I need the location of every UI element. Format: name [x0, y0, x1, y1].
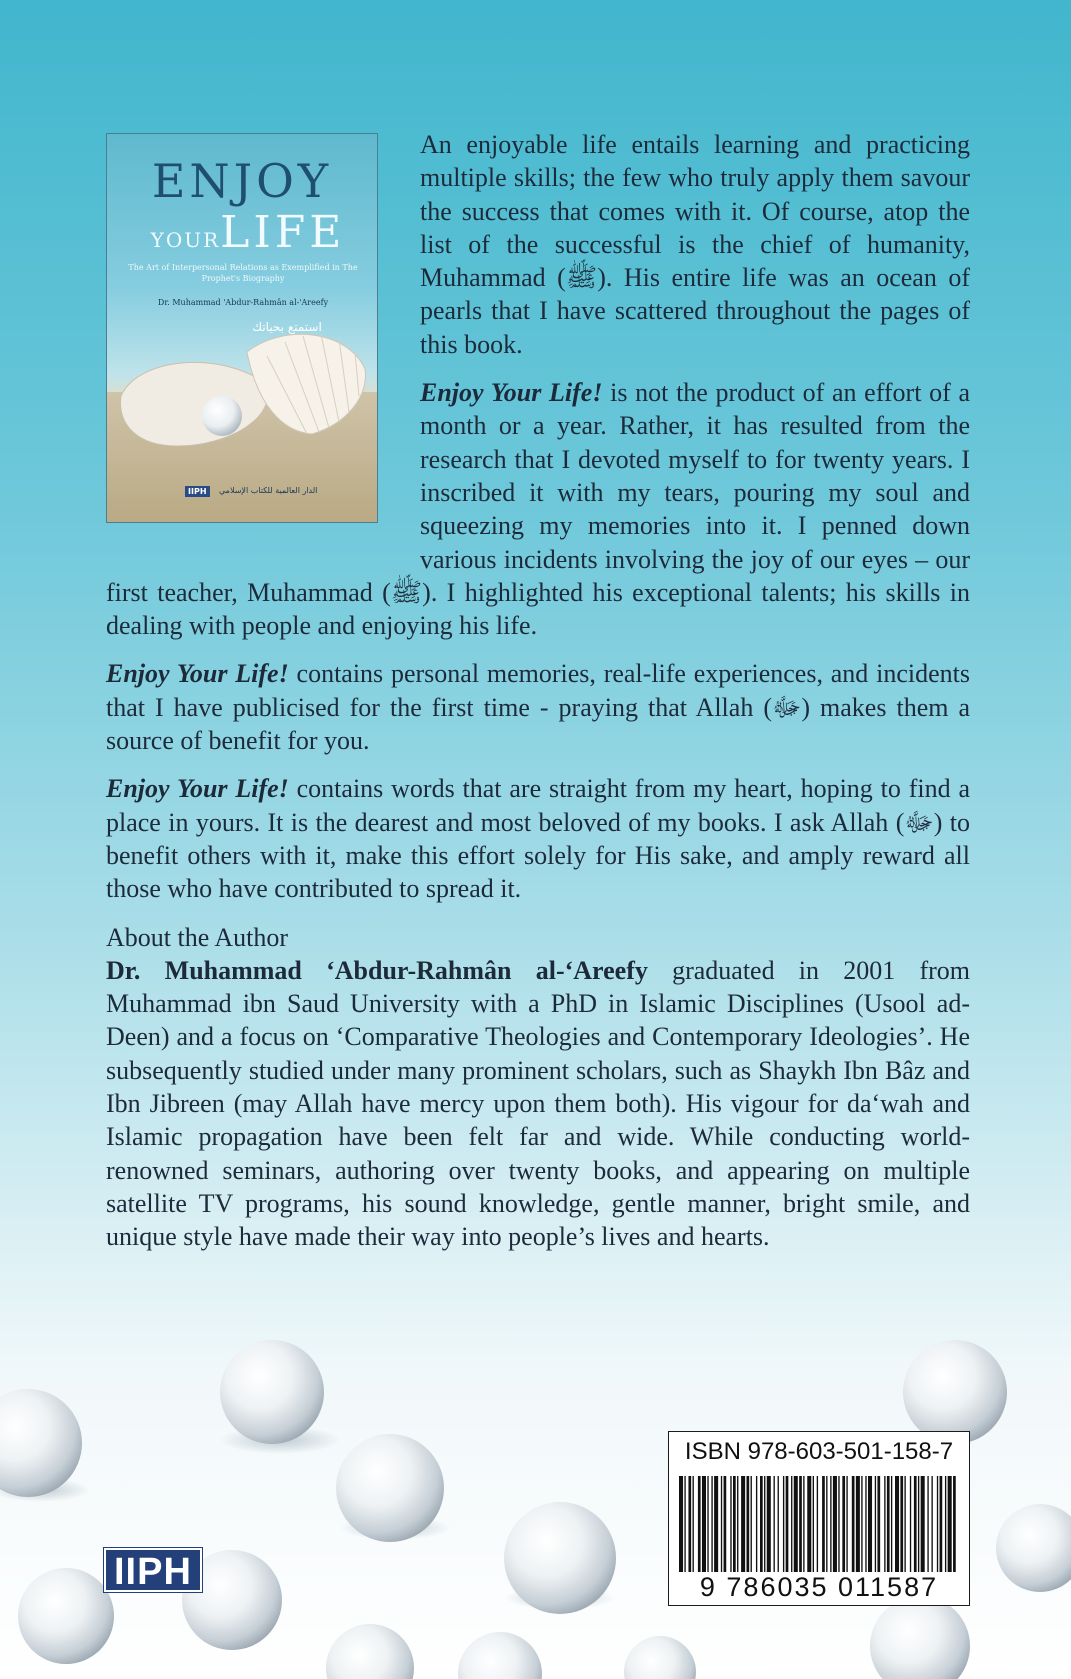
barcode-bar: [783, 1476, 784, 1572]
barcode-bar: [733, 1476, 736, 1572]
thumbnail-title-your: YOUR: [150, 228, 221, 252]
paragraph-3-text: contains personal memories, real-life experiences, and incidents that I have publicised for the first time - praying that Allah (ﷻ) makes them a source of benefit for you.: [106, 659, 971, 756]
barcode-bar: [756, 1476, 757, 1572]
paragraph-3: [106, 657, 970, 757]
barcode-bar: [953, 1476, 956, 1572]
thumbnail-publisher-logo: IIPH: [185, 486, 210, 497]
barcode-bar: [833, 1476, 837, 1572]
barcode-bar: [767, 1476, 771, 1572]
book-title-emphasis: Enjoy Your Life!: [420, 378, 603, 408]
barcode-bar: [711, 1476, 712, 1572]
barcode-bar: [679, 1476, 683, 1572]
barcode-bar: [714, 1476, 718, 1572]
barcode-bar: [721, 1476, 722, 1572]
barcode-bar: [895, 1476, 899, 1572]
paragraph-4-text: contains words that are straight from my heart, hoping to find a place in yours. It is the dearest and most beloved of my books. I ask Allah (ﷻ) to benefit others with it, make this effort solely for His sake, and amply reward all those who have contributed to spread it.: [106, 774, 970, 904]
publisher-logo: IIPH: [104, 1548, 202, 1592]
barcode-bar: [904, 1476, 905, 1572]
barcode-bar: [760, 1476, 763, 1572]
barcode-bar: [751, 1476, 752, 1572]
thumbnail-title-life: LIFE: [220, 207, 346, 258]
barcode-bar: [826, 1476, 827, 1572]
barcode-bar: [803, 1476, 804, 1572]
barcode: [677, 1476, 961, 1574]
barcode-bar: [842, 1476, 845, 1572]
book-title-emphasis: Enjoy Your Life!: [106, 774, 289, 804]
barcode-bar: [822, 1476, 825, 1572]
barcode-bar: [698, 1476, 701, 1572]
thumbnail-subtitle: The Art of Interpersonal Relations as Exemplified in The Prophet's Biography: [128, 263, 358, 283]
barcode-bar: [927, 1476, 928, 1572]
barcode-bar: [730, 1476, 731, 1572]
barcode-bar: [852, 1476, 855, 1572]
barcode-bar: [791, 1476, 792, 1572]
barcode-bar: [778, 1476, 779, 1572]
author-name: Dr. Muhammad ‘Abdur-Rahmân al-‘Areefy: [106, 955, 648, 985]
barcode-bar: [838, 1476, 839, 1572]
barcode-bar: [891, 1476, 892, 1572]
thumbnail-spacer: [106, 128, 420, 552]
barcode-bar: [688, 1476, 691, 1572]
barcode-bar: [884, 1476, 885, 1572]
barcode-bar: [948, 1476, 952, 1572]
barcode-bar: [794, 1476, 798, 1572]
barcode-bar: [702, 1476, 706, 1572]
barcode-bar: [813, 1476, 814, 1572]
barcode-bar: [764, 1476, 765, 1572]
thumbnail-author: Dr. Muhammad 'Abdur-Rahmân al-'Areefy: [157, 298, 329, 307]
paragraph-4: [106, 772, 970, 905]
barcode-bar: [741, 1476, 745, 1572]
barcode-bar: [940, 1476, 943, 1572]
barcode-bar: [945, 1476, 946, 1572]
barcode-bar: [774, 1476, 775, 1572]
barcode-bar: [861, 1476, 862, 1572]
paragraph-2-text: is not the product of an effort of a month or a year. Rather, it has resulted from the research that I devoted myself to for twenty years. I inscribed it with my tears, pouring my soul and squeezing my memories into it. I penned down various incidents involving the joy of our eyes – our first teacher, Muhammad (ﷺ). I highlighted his exceptional talents; his skills in dealing with people and enjoying his life.: [106, 378, 970, 641]
barcode-bar: [921, 1476, 925, 1572]
barcode-bar: [830, 1476, 831, 1572]
back-cover-text: [106, 128, 970, 1269]
barcode-bar: [856, 1476, 860, 1572]
barcode-bar: [937, 1476, 938, 1572]
barcode-bar: [817, 1476, 818, 1572]
barcode-bar: [914, 1476, 917, 1572]
barcode-bar: [900, 1476, 903, 1572]
isbn-number: ISBN 978-603-501-158-7: [684, 1438, 954, 1465]
barcode-bar: [799, 1476, 802, 1572]
barcode-bar: [724, 1476, 727, 1572]
barcode-bar: [807, 1476, 811, 1572]
barcode-bar: [865, 1476, 866, 1572]
barcode-bar: [707, 1476, 708, 1572]
barcode-bar: [887, 1476, 890, 1572]
barcode-bar: [877, 1476, 880, 1572]
book-title-emphasis: Enjoy Your Life!: [106, 659, 289, 689]
about-author-text: graduated in 2001 from Muhammad ibn Saud University with a PhD in Islamic Disciplines (Usool ad-Deen) and a focus on ‘Comparative Theologies and Contemporary Ideologies’. He subsequently studied under many prominent scholars, such as Shaykh Ibn Bâz and Ibn Jibreen (may Allah have mercy upon them both). His vigour for da‘wah and Islamic propagation have been felt far and wide. While conducting world-renowned seminars, authoring over twenty books, and appearing on multiple satellite TV programs, his sound knowledge, gentle manner, bright smile, and unique style have made their way into people’s lives and hearts.: [106, 955, 970, 1252]
barcode-digits: 9 786035 011587: [699, 1572, 939, 1602]
barcode-bar: [846, 1476, 847, 1572]
barcode-bar: [918, 1476, 919, 1572]
barcode-bar: [684, 1476, 685, 1572]
barcode-bar: [875, 1476, 876, 1572]
thumbnail-publisher-arabic: الدار العالمية للكتاب الإسلامي: [219, 486, 318, 495]
barcode-bar: [737, 1476, 738, 1572]
thumbnail-title-enjoy: ENJOY: [151, 154, 333, 208]
paragraph-1: An enjoyable life entails learning and practicing multiple skills; the few who truly apply them savour the success that comes with it. Of course, atop the list of the successful is the chief of humanity, Muhammad (ﷺ). His entire life was an ocean of pearls that I have scattered throughout the pages of this book.: [420, 130, 970, 359]
barcode-bar: [786, 1476, 789, 1572]
barcode-bar: [747, 1476, 750, 1572]
isbn-barcode-box: [668, 1431, 970, 1606]
barcode-bar: [693, 1476, 694, 1572]
barcode-bar: [910, 1476, 911, 1572]
about-author-heading: About the Author: [106, 922, 288, 952]
thumbnail-arabic-title: استمتع بحياتك: [252, 320, 322, 334]
barcode-bar: [868, 1476, 872, 1572]
barcode-bar: [931, 1476, 932, 1572]
about-author-paragraph: [106, 954, 970, 1254]
